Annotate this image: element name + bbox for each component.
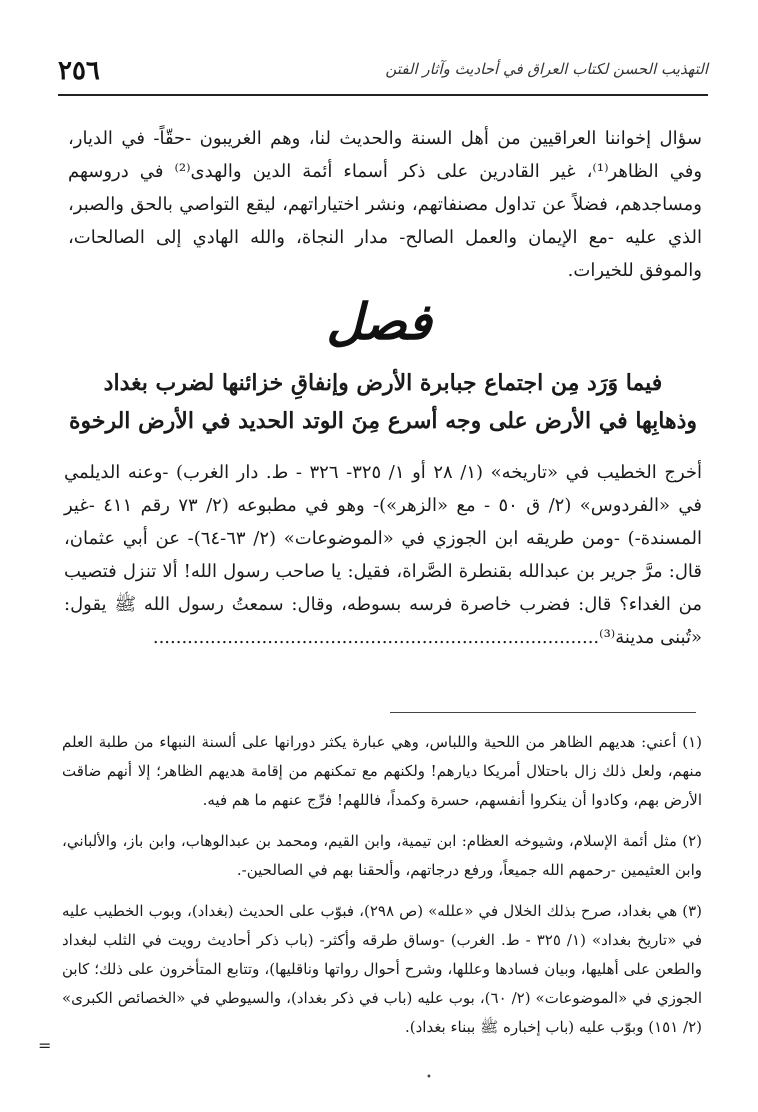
footnote-2: (٢) مثل أئمة الإسلام، وشيوخه العظام: ابن تيمية، وابن القيم، ومحمد بن عبدالوهاب، وابن باز، والألباني، وابن العثيمين -رحمهم الله جميعاً، ورفع درجاتهم، وألحقنا بهم في الصالحين-. bbox=[62, 832, 702, 879]
footnotes bbox=[62, 728, 702, 1054]
footnote-1: (١) أعني: هديهم الظاهر من اللحية واللباس، وهي عبارة يكثر دورانها على ألسنة النبهاء من طلبة العلم منهم، ولعل ذلك زال باحتلال أمريكا ديارهم! ولكنهم مع تمكنهم من إقامة هديهم الظاهر؛ إلا أنهم ضاقت الأرض بهم، وكادوا أن ينكروا أنفسهم، حسرة وكمداً، فاللهم! فرِّج عنهم ما هم فيه. bbox=[62, 733, 702, 809]
chapter-title-line-1: فيما وَرَد مِن اجتماع جبابرة الأرض وإنفاقِ خزائنها لضرب بغداد bbox=[103, 370, 663, 396]
running-title: التهذيب الحسن لكتاب العراق في أحاديث وآثار الفتن bbox=[385, 60, 708, 78]
section-label: فصل bbox=[326, 292, 432, 351]
footnote-3: (٣) هي بغداد، صرح بذلك الخلال في «علله» (ص ٢٩٨)، فبوّب على الحديث (بغداد)، وبوب الخطيب عليه في «تاريخ بغداد» (١/ ٣٢٥ - ط. الغرب) -وساق طرقه وأكثر- (باب ذكر أحاديث رويت في الثلب لبغداد والطعن على أهليها، وبيان فسادها وعللها، وشرح أحوال رواتها وناقليها)، وتتابع المتأخرون على ذلك؛ كابن الجوزي في «الموضوعات» (٢/ ٦٠)، بوب عليه (باب في ذكر بغداد)، والسيوطي في «الخصائص الكبرى» (٢/ ١٥١) وبوّب عليه (باب إخباره ﷺ ببناء بغداد). bbox=[62, 902, 703, 1036]
footnote-divider bbox=[390, 712, 696, 713]
chapter-title bbox=[64, 364, 702, 440]
margin-mark: = bbox=[38, 1036, 52, 1055]
header-divider bbox=[58, 94, 708, 96]
body-paragraph: أخرج الخطيب في «تاريخه» (١/ ٢٨ أو ١/ ٣٢٥- ٣٢٦ - ط. دار الغرب) -وعنه الديلمي في «الفردوس» (٢/ ق ٥٠ - مع «الزهر»)- وهو في مطبوعه (٢/ ٧٣ رقم ٤١١ -غير المسندة-) -ومن طريقه ابن الجوزي في «الموضوعات» (٢/ ٦٣-٦٤)- عن أبي عثمان، قال: مرَّ جرير بن عبدالله بقنطرة الصَّراة، فقيل: يا صاحب رسول الله! ألا تنزل فتصيب من الغداء؟ قال: فضرب خاصرة فرسه بسوطه، وقال: سمعتُ رسول الله ﷺ يقول: «تُبنى مدينة⁽³⁾.............................................................................. bbox=[64, 462, 703, 648]
intro-paragraph: سؤال إخواننا العراقيين من أهل السنة والحديث لنا، وهم الغريبون -حقّاً- في الديار، وفي الظاهر⁽¹⁾، غير القادرين على ذكر أسماء أئمة الدين والهدى⁽²⁾ في دروسهم ومساجدهم، فضلاً عن تداول مصنفاتهم، ونشر اختياراتهم، ليقع التواصي بالحق والصبر، الذي عليه -مع الإيمان والعمل الصالح- مدار النجاة، والله الهادي إلى الصالحات، والموفق للخيرات. bbox=[68, 128, 703, 281]
bottom-mark: • bbox=[426, 1072, 432, 1083]
page-header bbox=[58, 56, 708, 96]
chapter-title-line-2: وذهابِها في الأرض على وجه أسرع مِنَ الوتد الحديد في الأرض الرخوة bbox=[68, 408, 698, 434]
page-number: ٢٥٦ bbox=[58, 56, 100, 86]
